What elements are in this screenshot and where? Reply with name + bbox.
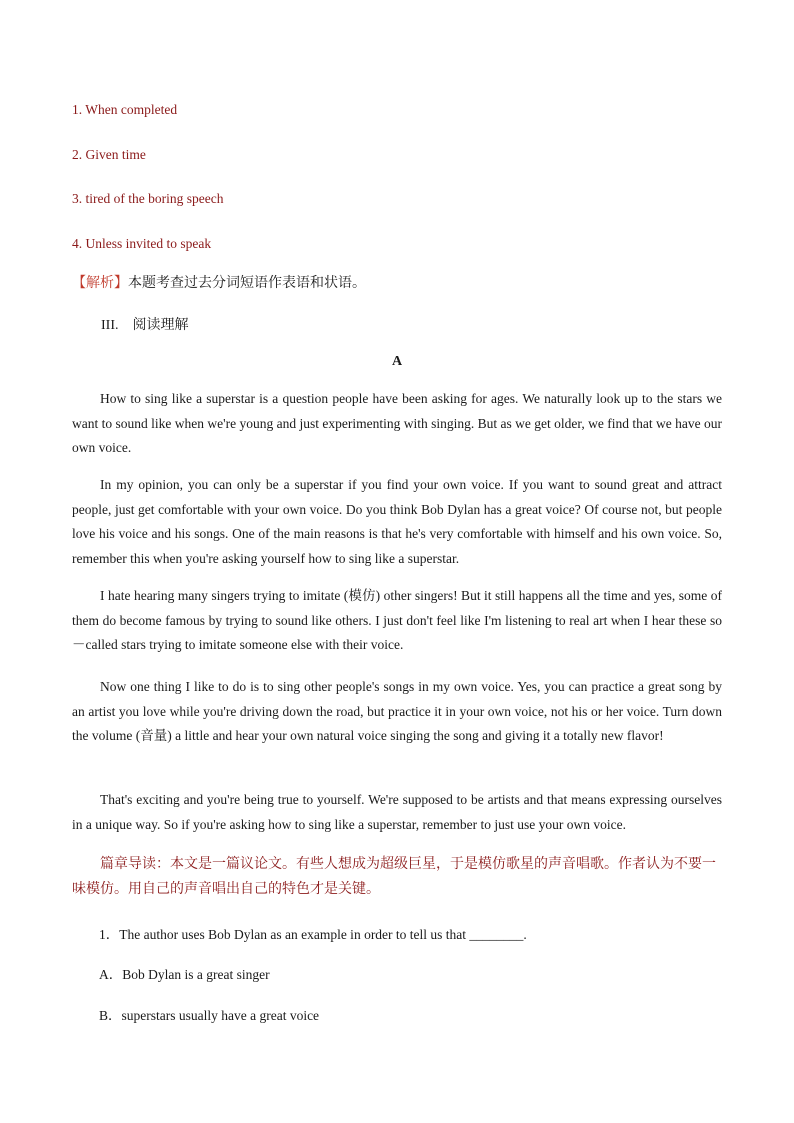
- question-option-b: B．superstars usually have a great voice: [99, 1008, 320, 1023]
- section-heading: [101, 314, 189, 334]
- passage-guide: 篇章导读：本文是一篇议论文。有些人想成为超级巨星，于是模仿歌星的声音唱歌。作者认为不要一味模仿。用自己的声音唱出自己的特色才是关键。: [72, 856, 716, 897]
- passage-paragraph-5: That's exciting and you're being true to yourself. We're supposed to be artists and that means expressing ourselves in a unique way. So if you're asking how to sing like a superstar, remember to just use your own voice.: [72, 792, 722, 832]
- answer-1: 1. When completed: [72, 102, 178, 117]
- passage-paragraph-4: Now one thing I like to do is to sing other people's songs in my own voice. Yes, you can practice a great song by an artist you love while you're driving down the road, but practice it in your own voice, not his or her voice. Turn down the volume (音量) a little and hear your own natural voice singing the song and giving it a totally new flavor!: [72, 679, 722, 743]
- passage-paragraph-1: How to sing like a superstar is a question people have been asking for ages. We naturally look up to the stars we want to sound like when we're young and just experimenting with singing. But as we get older, we find that we have our own voice.: [72, 391, 722, 455]
- passage-paragraph-3: I hate hearing many singers trying to imitate (模仿) other singers! But it still happens all the time and yes, some of them do become famous by trying to sound like others. I just don't feel like I'm listening to real art when I hear these so－called stars trying to imitate someone else with their voice.: [72, 588, 722, 652]
- section-title: 阅读理解: [132, 317, 189, 333]
- answer-2: 2. Given time: [72, 147, 146, 162]
- passage-paragraph-2: In my opinion, you can only be a superstar if you find your own voice. If you want to sound great and attract people, just get comfortable with your own voice. Do you think Bob Dylan has a great voice? Of course not, but people love his voice and his songs. One of the main reasons is that he's very comfortable with himself and his own voice. So, remember this when you're asking yourself how to sing like a superstar.: [72, 477, 722, 566]
- analysis-note: [72, 272, 366, 292]
- question-stem: 1．The author uses Bob Dylan as an example in order to tell us that ________.: [99, 927, 527, 942]
- analysis-tag: 【解析】: [72, 275, 128, 291]
- question-option-a: A．Bob Dylan is a great singer: [99, 967, 270, 982]
- answer-3: 3. tired of the boring speech: [72, 191, 224, 206]
- passage-title: A: [391, 354, 403, 369]
- analysis-text: 本题考查过去分词短语作表语和状语。: [128, 275, 366, 291]
- section-number: III.: [101, 318, 119, 333]
- answer-4: 4. Unless invited to speak: [72, 236, 212, 251]
